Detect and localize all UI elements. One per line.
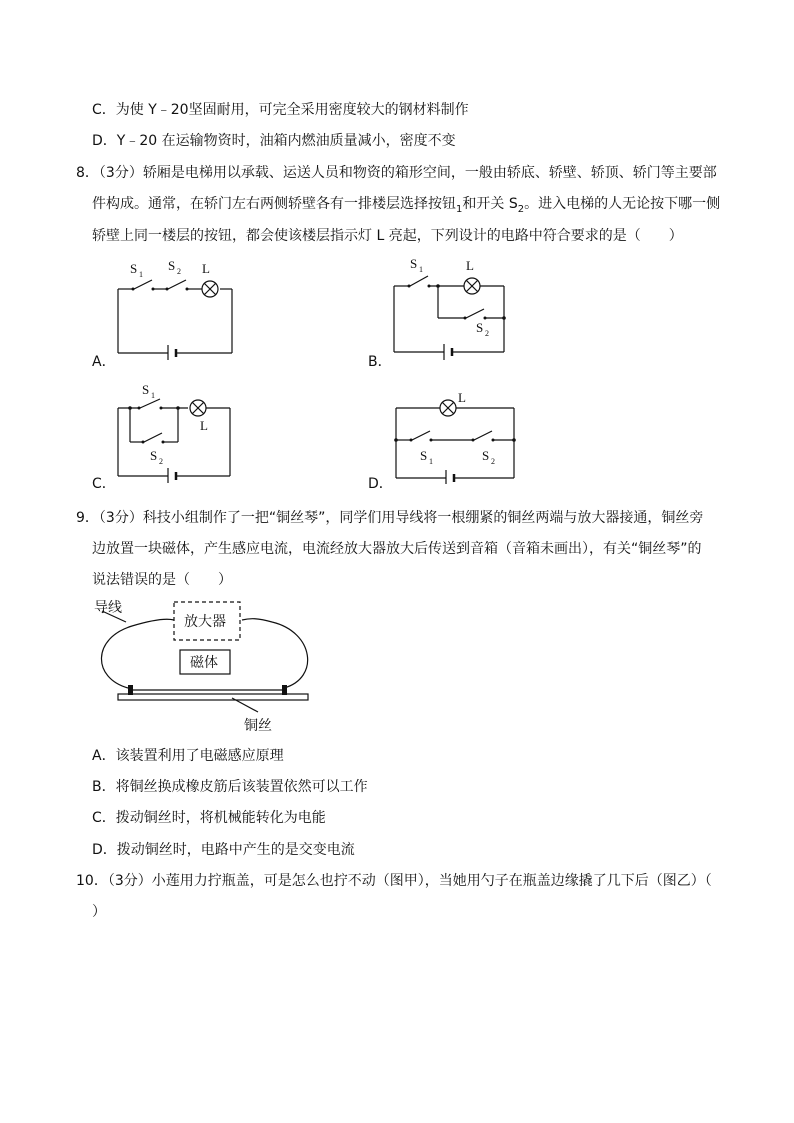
svg-text:S: S bbox=[420, 448, 428, 463]
q8-stem-line2: 件构成。通常，在轿门左右两侧轿壁各有一排楼层选择按钮$_1$和开关 $S_2$。进入电梯的人无论按下哪一侧 bbox=[92, 196, 721, 215]
svg-text:1: 1 bbox=[429, 457, 433, 466]
q8-stem-line3: 轿壁上同一楼层的按钮，都会使该楼层指示灯 L 亮起，下列设计的电路中符合要求的是（ ） bbox=[92, 228, 683, 244]
q7-option-c: C．为使 Y﹣20坚固耐用，可完全采用密度较大的钢材料制作 bbox=[92, 102, 469, 118]
svg-text:L: L bbox=[466, 258, 474, 273]
q10-stem-line1: 10．（3分）小莲用力拧瓶盖，可是怎么也拧不动（图甲），当她用勺子在瓶盖边缘撬了几下后（图乙）（ bbox=[76, 873, 712, 889]
q9-option-c: C．拨动铜丝时，将机械能转化为电能 bbox=[92, 810, 326, 826]
circuit-diagram-a bbox=[112, 255, 242, 360]
circuit-diagram-c bbox=[112, 378, 242, 483]
magnet-label: 磁体 bbox=[190, 655, 218, 671]
lamp-l-label: L bbox=[202, 261, 210, 276]
svg-text:2: 2 bbox=[159, 457, 163, 466]
q9-option-a: A．该装置利用了电磁感应原理 bbox=[92, 748, 284, 764]
copper-wire-label: 铜丝 bbox=[244, 718, 272, 734]
q8-stem-line1: 8．（3分）轿厢是电梯用以承载、运送人员和物资的箱形空间，一般由轿底、轿壁、轿顶、轿门等主要部 bbox=[76, 165, 717, 181]
svg-text:1: 1 bbox=[151, 391, 155, 400]
q7-option-d: D．Y﹣20 在运输物资时，油箱内燃油质量减小，密度不变 bbox=[92, 133, 456, 149]
q8-label-b: B． bbox=[368, 354, 392, 370]
svg-text:1: 1 bbox=[419, 265, 423, 274]
q9-option-b: B．将铜丝换成橡皮筋后该装置依然可以工作 bbox=[92, 779, 368, 795]
q9-option-d: D．拨动铜丝时，电路中产生的是交变电流 bbox=[92, 842, 355, 858]
svg-text:S: S bbox=[476, 320, 484, 335]
amplifier-label: 放大器 bbox=[184, 614, 226, 630]
svg-text:2: 2 bbox=[485, 329, 489, 338]
switch-s1-label: S bbox=[130, 261, 138, 276]
circuit-diagram-d bbox=[390, 388, 520, 484]
circuit-diagram-b bbox=[388, 252, 518, 360]
wire-label: 导线 bbox=[94, 600, 122, 616]
switch-s2-label: S bbox=[168, 258, 176, 273]
q10-stem-line2: ） bbox=[92, 904, 106, 920]
q9-stem-line2: 边放置一块磁体，产生感应电流，电流经放大器放大后传送到音箱（音箱未画出），有关“铜丝琴”的 bbox=[92, 541, 702, 557]
q8-label-c: C． bbox=[92, 476, 116, 492]
svg-text:2: 2 bbox=[177, 267, 181, 276]
svg-text:L: L bbox=[458, 390, 466, 405]
q9-stem-line3: 说法错误的是（ ） bbox=[92, 572, 232, 588]
svg-text:1: 1 bbox=[139, 270, 143, 279]
svg-text:S: S bbox=[142, 382, 150, 397]
q9-stem-line1: 9．（3分）科技小组制作了一把“铜丝琴”，同学们用导线将一根绷紧的铜丝两端与放大器接通，铜丝旁 bbox=[76, 510, 704, 526]
svg-text:S: S bbox=[410, 256, 418, 271]
svg-text:2: 2 bbox=[491, 457, 495, 466]
q8-label-a: A． bbox=[92, 354, 116, 370]
svg-text:S: S bbox=[482, 448, 490, 463]
q8-label-d: D． bbox=[368, 476, 393, 492]
svg-text:S: S bbox=[150, 448, 158, 463]
copper-wire-harp-diagram bbox=[92, 598, 332, 738]
svg-text:L: L bbox=[200, 418, 208, 433]
